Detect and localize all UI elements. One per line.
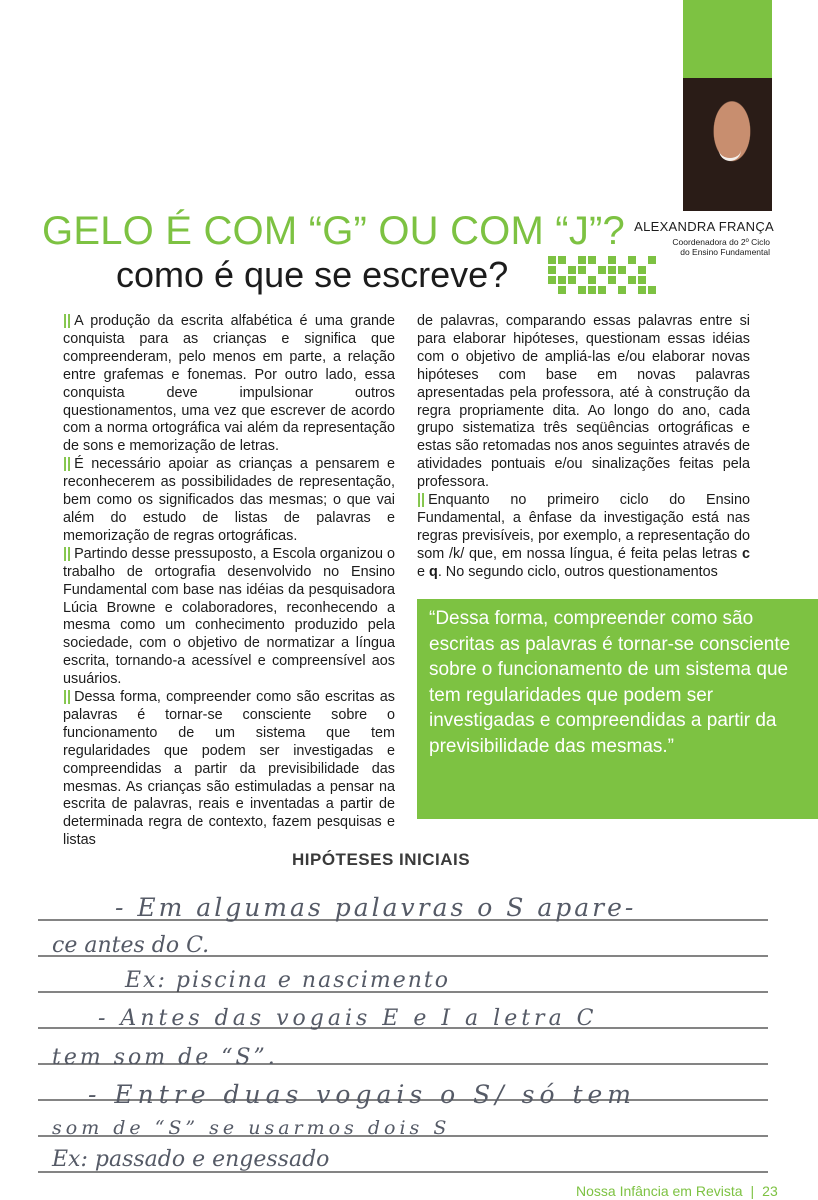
article-right-column (417, 313, 750, 582)
pull-quote: “Dessa forma, compreender como são escritas as palavras é tornar-se consciente sobre o funcionamento de um sistema que tem regularidades que podem ser investigadas e compreendidas a partir da previsibilidade das mesmas.” (417, 599, 818, 819)
handwritten-line: Ex: piscina e nascimento (125, 968, 450, 993)
letter-q: q (429, 563, 438, 580)
paragraph-marker: || (417, 492, 426, 509)
hypotheses-title: HIPÓTESES INICIAIS (292, 850, 471, 869)
pixel-pattern-decoration (548, 256, 658, 298)
handwritten-line: tem som de “S”. (52, 1045, 278, 1070)
handwritten-line: ce antes do C. (52, 933, 210, 958)
handwritten-line: - Antes das vogais E e I a letra C (98, 1006, 598, 1031)
page-footer (576, 1183, 778, 1199)
author-role-line2: do Ensino Fundamental (680, 247, 770, 257)
author-role-line1: Coordenadora do 2º Ciclo (672, 237, 770, 247)
handwritten-line: Ex: passado e engessado (52, 1147, 330, 1172)
article-paragraph: || A produção da escrita alfabética é uma grande conquista para as crianças e significa que compreenderam, pelo menos em parte, a relação entre grafemas e fonemas. Por outro lado, essa conquista deve impulsionar outros questionamentos, uma vez que escrever de acordo com a norma ortográfica vai além da representação de sons e memorização de letras. (63, 313, 395, 455)
article-left-column (63, 313, 395, 850)
paragraph-marker: || (63, 689, 72, 706)
letter-c: c (742, 545, 751, 562)
article-title: GELO É COM “G” OU COM “J”? (42, 209, 625, 253)
green-accent-tab (683, 0, 772, 78)
paragraph-marker: || (63, 456, 72, 473)
handwritten-line: - Entre duas vogais o S/ só tem (88, 1080, 636, 1109)
author-name: ALEXANDRA FRANÇA (634, 219, 774, 234)
page-number: 23 (762, 1183, 778, 1199)
article-paragraph: || Partindo desse pressuposto, a Escola organizou o trabalho de ortografia desenvolvido no Ensino Fundamental com base nas idéias da pesquisadora Lúcia Browne e colaboradores, reconhecendo a mesma como um conhecimento produzido pela sociedade, com o objetivo de normatizar a língua escrita, tornando-a acessível e compreensível aos usuários. (63, 545, 395, 688)
article-paragraph: de palavras, comparando essas palavras entre si para elaborar hipóteses, questionam essas idéias com o objetivo de ampliá-las e/ou elaborar novas hipóteses com base em novas palavras apresentadas pela professora, até à construção da regra propriamente dita. Ao longo do ano, cada grupo sistematiza três seqüências ortográficas e estas são retomadas nos anos seguintes através de atividades pontuais e/ou sinalizações feitas pela professora. (417, 313, 750, 491)
paragraph-marker: || (63, 545, 72, 562)
article-paragraph: || Dessa forma, compreender como são escritas as palavras é tornar-se consciente sobre o funcionamento de um sistema que tem regularidades que podem ser investigadas e compreendidas a partir da previsibilidade das mesmas. As crianças são estimuladas a pensar na escrita de palavras, reais e inventadas a partir de determinada regra de contexto, fazem pesquisas e listas (63, 689, 395, 849)
article-subtitle: como é que se escreve? (116, 254, 509, 295)
handwritten-line: som de “S” se usarmos dois S (52, 1117, 451, 1139)
paragraph-marker: || (63, 313, 72, 329)
author-photo (683, 78, 772, 211)
magazine-name: Nossa Infância em Revista (576, 1183, 743, 1199)
footer-separator: | (750, 1183, 755, 1199)
handwritten-line: - Em algumas palavras o S apare- (115, 893, 637, 922)
article-paragraph: || É necessário apoiar as crianças a pensarem e reconhecerem as possibilidades de representação, bem como os significados das mesmas; o que vai além do estudo de listas de palavras e memorização de regras ortográficas. (63, 456, 395, 544)
article-paragraph: || Enquanto no primeiro ciclo do Ensino Fundamental, a ênfase da investigação está nas regras previsíveis, por exemplo, a representação do som /k/ que, em nossa língua, é feita pelas letras c e q. No segundo ciclo, outros questionamentos (417, 492, 751, 580)
